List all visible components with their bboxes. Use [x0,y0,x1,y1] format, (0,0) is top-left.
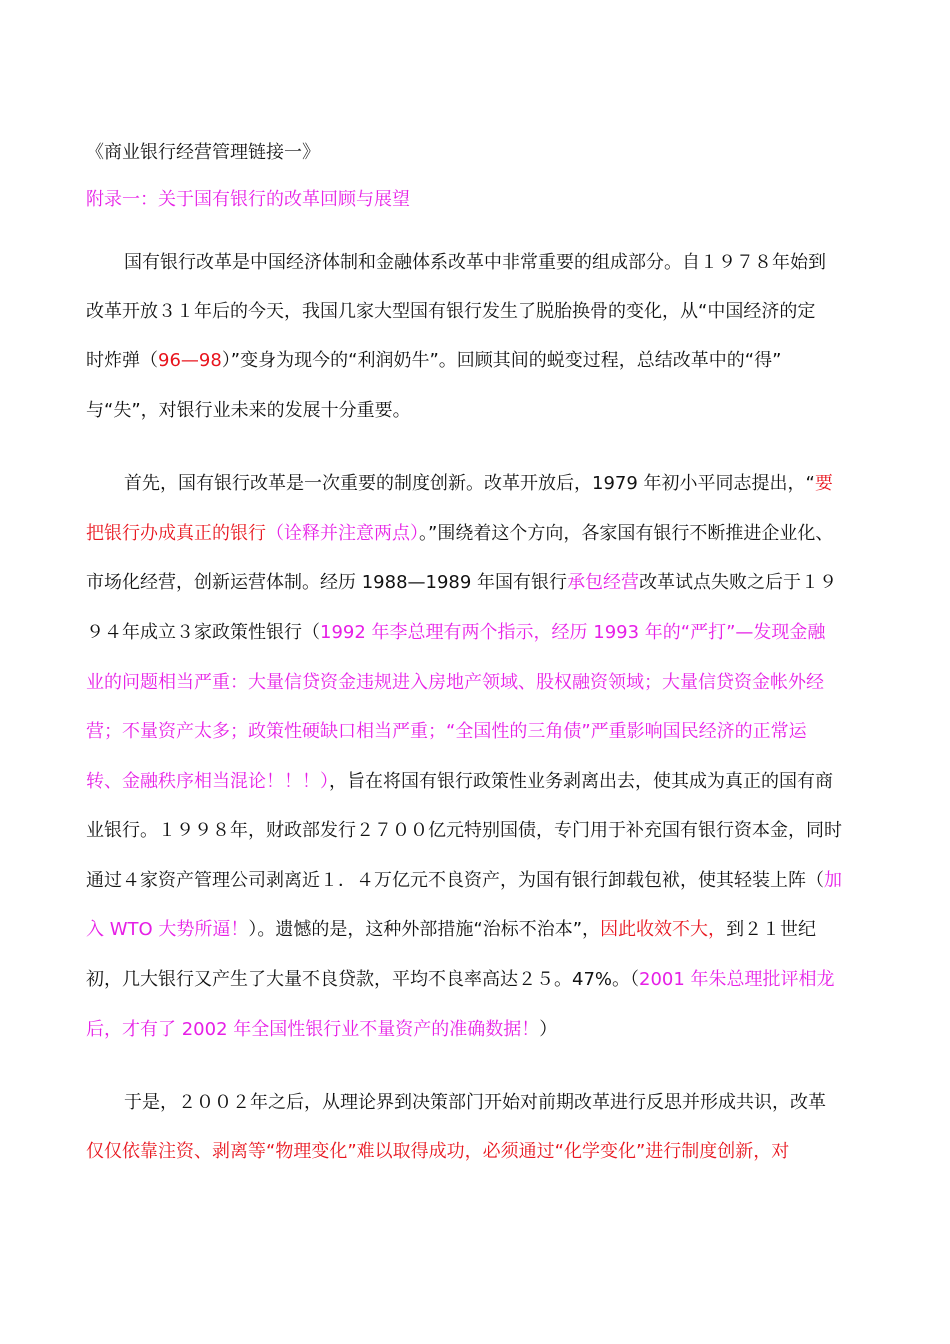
text-segment: 2001 年朱总理批评相龙 [639,969,835,990]
text-segment: 后，才有了 2002 年全国性银行业不量资产的准确数据！ [86,1019,540,1040]
text-line [86,570,837,596]
text-segment: 转、金融秩序相当混论！！！） [86,771,329,792]
text-segment: 要 [814,473,833,494]
text-line [86,521,833,547]
text-line [86,299,815,325]
text-line [86,719,807,745]
text-line [86,398,411,424]
text-segment: 入 WTO 大势所逼！ [86,919,249,940]
text-line [86,769,833,795]
text-line [86,1139,789,1165]
text-segment: ９４年成立３家政策性银行（ [86,622,320,643]
text-segment: 与“失”，对银行业未来的发展十分重要。 [86,400,411,421]
text-segment: 国有银行改革是中国经济体制和金融体系改革中非常重要的组成部分。自１９７８年始到 [124,252,826,273]
text-segment: ）”变身为现今的“利润奶牛”。回顾其间的蜕变过程，总结改革中的“得” [221,350,782,371]
text-segment: 初，几大银行又产生了大量不良贷款，平均不良率高达２５。47%。（ [86,969,640,990]
text-segment: 于是，２００２年之后，从理论界到决策部门开始对前期改革进行反思并形成共识，改革 [124,1092,826,1113]
text-segment: 改革开放３１年后的今天，我国几家大型国有银行发生了脱胎换骨的变化，从“中国经济的定 [86,301,816,322]
appendix-heading: 附录一：关于国有银行的改革回顾与展望 [86,189,410,210]
text-segment: 。”围绕着这个方向，各家国有银行不断推进企业化、 [419,523,834,544]
text-line [86,620,825,646]
text-segment: 市场化经营，创新运营体制。经历 1988—1989 年国有银行 [86,572,568,593]
text-segment: 把银行办成真正的银行 [86,523,266,544]
text-line [86,967,835,993]
text-segment: 业银行。１９９８年，财政部发行２７００亿元特别国债，专门用于补充国有银行资本金，同时 [86,820,842,841]
text-segment: 到２１世纪 [726,919,817,940]
text-segment: 业的问题相当严重：大量信贷资金违规进入房地产领域、股权融资领域；大量信贷资金帐外经 [86,672,824,693]
text-line [124,471,833,497]
text-segment: 营；不量资产太多；政策性硬缺口相当严重；“全国性的三角债”严重影响国民经济的正常运 [86,721,807,742]
text-segment: ） [539,1019,558,1040]
text-segment: ，旨在将国有银行政策性业务剥离出去，使其成为真正的国有商 [329,771,833,792]
text-segment: 1992 年李总理有两个指示，经历 1993 年的“严打”—发现金融 [320,622,826,643]
text-segment: 首先，国有银行改革是一次重要的制度创新。改革开放后，1979 年初小平同志提出，“ [124,473,815,494]
text-line [86,818,842,844]
text-segment: 加 [824,870,842,891]
text-segment: 因此收效不大， [600,919,727,940]
text-line [124,250,826,276]
text-line [124,1090,826,1116]
text-line [86,917,816,943]
text-line [86,868,842,894]
text-segment: 96—98 [158,350,222,371]
document-title: 《商业银行经营管理链接一》 [86,142,320,163]
text-segment: 通过４家资产管理公司剥离近１．４万亿元不良资产，为国有银行卸载包袱，使其轻装上阵（ [86,870,824,891]
text-line [86,1017,557,1043]
text-segment: 仅仅依靠注资、剥离等“物理变化”难以取得成功，必须通过“化学变化”进行制度创新，对 [86,1141,790,1162]
text-segment: 改革试点失败之后于１９ [639,572,838,593]
text-segment: 承包经营 [567,572,640,593]
text-segment: ）。遗憾的是，这种外部措施“治标不治本”， [248,919,601,940]
text-line [86,670,824,696]
text-segment: 时炸弹（ [86,350,158,371]
text-line [86,348,781,374]
text-segment: （诠释并注意两点） [266,523,419,544]
